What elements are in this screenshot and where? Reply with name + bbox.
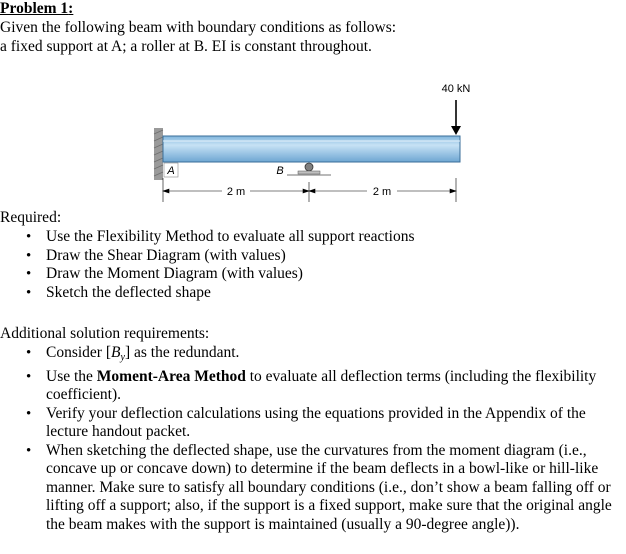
load-label: 40 kN [441,83,471,95]
required-list [0,228,620,302]
additional-item-verify: • Verify your deflection calculations using the equations provided in the Appendix of the lecture handout packet. [0,405,620,442]
additional-item-moment-area [0,368,620,405]
dimension-lines [163,178,456,202]
required-item: • Draw the Moment Diagram (with values) [0,265,620,284]
load-arrowhead [451,126,461,135]
required-item: • Use the Flexibility Method to evaluate all support reactions [0,228,620,247]
redundant-text-post: ] as the redundant. [124,344,240,361]
problem-statement-line2: a fixed support at A; a roller at B. EI is constant throughout. [0,38,372,55]
label-a: A [167,165,175,177]
additional-list [0,344,620,534]
required-heading: Required: [0,209,62,226]
redundant-variable: B [111,344,121,361]
problem-title-colon: : [68,0,74,17]
redundant-subscript: y [120,352,125,363]
dimension-label-1: 2 m [226,186,246,198]
additional-item-redundant [0,344,620,368]
redundant-text-pre: Consider [ [46,344,112,361]
fixed-support-wall [154,128,163,180]
roller-support [287,163,331,175]
additional-item-deflected-shape: • When sketching the deflected shape, use the curvatures from the moment diagram (i.e., concave up or concave down) to determine if the beam deflects in a bowl-like or hill-like manner. Make sure to satisfy all boundary conditions (i.e., don’t show a beam falling off or lifting off a support; also, if the support is a fixed support, make sure that the original angle the beam makes with the support is maintained (usually a 90-degree angle)). [0,442,620,535]
problem-statement [0,18,620,56]
required-item: • Draw the Shear Diagram (with values) [0,247,620,266]
additional-heading: Additional solution requirements: [0,325,210,342]
beam-diagram [140,78,480,208]
moment-area-method-bold: Moment-Area Method [96,367,246,385]
dimension-label-2: 2 m [372,186,392,198]
label-b: B [276,165,284,177]
problem-statement-line1: Given the following beam with boundary conditions as follows: [0,19,397,36]
problem-title-text: Problem 1 [0,0,69,17]
problem-title [0,0,73,18]
moment-area-text-pre: Use the [46,367,97,385]
beam [163,136,460,162]
required-item: • Sketch the deflected shape [0,284,620,303]
moment-area-text-post: to evaluate all deflection terms (including the flexibility coefficient). [46,367,597,403]
